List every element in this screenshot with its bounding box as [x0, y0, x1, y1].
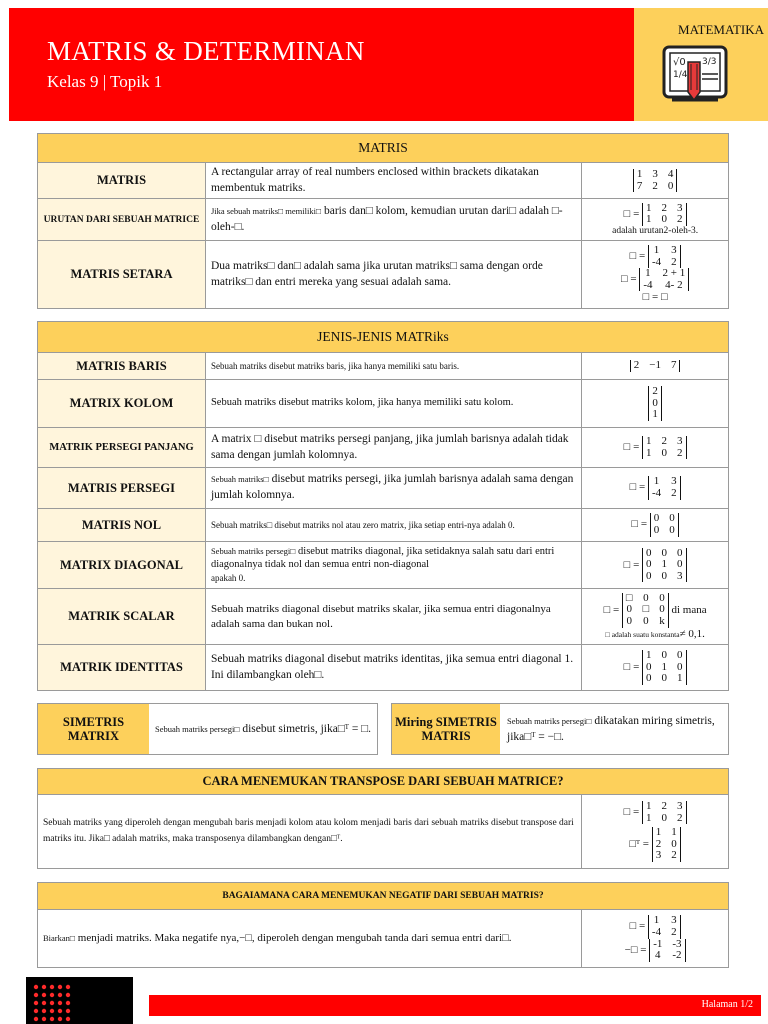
matrix-entry: 0 [653, 524, 660, 536]
matrix-entry: 3 [671, 914, 677, 927]
matrix-entry: 0 [646, 660, 652, 673]
term-definition: A rectangular array of real numbers enclosed within brackets dikatakan membentuk matriks. [205, 163, 581, 199]
matrix-entry: -4 [651, 255, 662, 268]
grid-dot [58, 1017, 62, 1021]
matrix-entry: 0 [677, 660, 683, 673]
matrix-entry: 0 [661, 569, 668, 582]
table-row [38, 241, 729, 309]
svg-text:1/4: 1/4 [673, 70, 688, 80]
footer-bar [149, 995, 761, 1016]
grid-dot [34, 993, 38, 997]
term-definition: Sebuah matriks disebut matriks kolom, jika hanya memiliki satu kolom. [205, 380, 581, 428]
grid-dot [66, 985, 70, 989]
matrix-entry: 0 [646, 672, 652, 685]
grid-dot [42, 1009, 46, 1013]
matrix-entry: 0 [667, 179, 674, 192]
matrix-entry: 1 [653, 475, 660, 488]
symmetric-matrix-box [37, 703, 378, 755]
matrix-label: □ = [629, 481, 646, 494]
term-label: MATRIS PERSEGI [38, 468, 206, 509]
skew-symmetric-definition [507, 704, 724, 754]
example-matrix [642, 203, 687, 226]
example-cell [582, 241, 729, 309]
example-matrix [630, 360, 681, 372]
matrix-entry: 0 [643, 591, 649, 604]
section-transpose [37, 768, 729, 869]
term-label: MATRIK IDENTITAS [38, 645, 206, 691]
matrix-label: □ = [620, 273, 637, 286]
example-matrix [622, 593, 669, 628]
matrix-entry: 0 [661, 446, 668, 459]
example-matrix [642, 548, 687, 583]
term-label: URUTAN DARI SEBUAH MATRICE [38, 199, 206, 241]
table-row [38, 542, 729, 589]
matrix-entry: 2 [677, 811, 683, 824]
subject-label: MATEMATIKA [678, 22, 764, 37]
section-negative [37, 882, 729, 968]
matrix-entry: 1 [653, 914, 660, 927]
transpose-definition: Sebuah matriks yang diperoleh dengan mengubah baris menjadi kolom atau kolom menjadi baris dari sebuah matriks disebut transpose dari matriks itu. Jika□ adalah matriks, maka transposenya dilambangkan dengan□ᵀ. [38, 795, 582, 869]
matrix-entry: 2 [661, 434, 668, 447]
example-matrix [652, 827, 681, 862]
matrix-entry: 2 + 1 [662, 267, 686, 280]
matrix-entry: 0 [669, 524, 675, 536]
section-matris [37, 133, 729, 309]
example-cell [582, 795, 729, 869]
grid-dot [50, 1001, 54, 1005]
matrix-entry: 3 [677, 201, 683, 214]
matrix-entry: 0 [677, 649, 683, 662]
matrix-entry: 0 [677, 546, 683, 559]
matrix-entry: 2 [661, 201, 668, 214]
matrix-label: □ = [629, 920, 646, 933]
grid-dot [34, 1017, 38, 1021]
term-definition [205, 542, 581, 589]
definition-small-text: Sebuah matriks persegi□ [155, 723, 240, 734]
term-definition: Sebuah matriks□ disebut matriks nol atau zero matrix, jika setiap entri-nya adalah 0. [205, 509, 581, 542]
grid-dot [34, 985, 38, 989]
grid-dot [42, 985, 46, 989]
matrix-entry: 7 [670, 359, 677, 372]
matrix-entry: 1 [645, 267, 651, 280]
table-row [38, 199, 729, 241]
matrix-entry: 1 [653, 244, 660, 257]
subject-box [634, 8, 768, 121]
matrix-entry: 3 [677, 434, 683, 447]
example-matrix [633, 169, 678, 192]
term-definition: A matrix □ disebut matriks persegi panjang, jika jumlah barisnya adalah tidak sama dengan jumlah kolomnya. [205, 428, 581, 468]
definition-small-text: Sebuah matriks persegi□ [210, 545, 296, 556]
grid-dot [50, 993, 54, 997]
matrix-entry: 1 [646, 434, 652, 447]
example-matrix [642, 650, 687, 685]
matrix-entry: 0 [643, 614, 649, 627]
matrix-entry: 3 [671, 244, 677, 257]
example-small-note: □ adalah suatu konstanta [605, 629, 680, 639]
definition-text: menjadi matriks. Maka negatife nya,−□, diperoleh dengan mengubah tanda dari semua entri dari□. [75, 932, 512, 945]
matrix-entry: 0 [626, 603, 632, 616]
term-label: MATRIK SCALAR [38, 589, 206, 645]
example-matrix [642, 436, 687, 459]
matrix-entry: 0 [646, 546, 652, 559]
matrix-entry: 2 [671, 925, 677, 938]
svg-text:√0: √0 [673, 57, 686, 68]
grid-dot [66, 1017, 70, 1021]
matrix-entry: 4- 2 [665, 278, 683, 291]
example-cell [582, 509, 729, 542]
term-definition: Sebuah matriks disebut matriks baris, jika hanya memiliki satu baris. [205, 353, 581, 380]
grid-dot [42, 1017, 46, 1021]
matrix-entry: 2 [633, 359, 640, 372]
matrix-entry: -4 [651, 487, 662, 499]
matrix-entry: -4 [643, 278, 653, 291]
definition-text: dikatakan miring simetris, jika□ᵀ = −□. [507, 714, 715, 743]
matrix-entry: 0 [661, 649, 668, 662]
footer-block [26, 977, 133, 1024]
example-note: ≠ 0,1. [679, 627, 705, 640]
grid-dot [34, 1001, 38, 1005]
term-definition [205, 468, 581, 509]
matrix-entry: 0 [652, 396, 658, 409]
section-heading: BAGAIAMANA CARA MENEMUKAN NEGATIF DARI SEBUAH MATRIS? [38, 883, 729, 910]
table-row [38, 509, 729, 542]
matrix-entry: 0 [661, 546, 668, 559]
grid-dot [58, 1001, 62, 1005]
grid-dot [66, 993, 70, 997]
matrix-entry: □ [642, 603, 650, 616]
table-row [38, 380, 729, 428]
matrix-entry: 0 [653, 512, 660, 525]
dot-grid-icon [32, 983, 72, 1023]
term-label: MATRIS NOL [38, 509, 206, 542]
definition-small-text: apakah 0. [210, 572, 246, 583]
section-heading: CARA MENEMUKAN TRANSPOSE DARI SEBUAH MATRICE? [38, 769, 729, 795]
matrix-entry: 0 [671, 837, 677, 850]
symmetric-matrix-title: SIMETRIS MATRIX [38, 704, 149, 754]
matrix-entry: -1 [653, 937, 663, 950]
matrix-entry: 2 [671, 487, 677, 499]
matrix-label: □ = [623, 207, 640, 220]
term-label: MATRIS BARIS [38, 353, 206, 380]
example-cell [582, 645, 729, 691]
svg-text:3/3: 3/3 [702, 57, 717, 67]
matrix-entry: □ [625, 591, 633, 604]
example-note: di mana [671, 603, 707, 616]
example-cell [582, 353, 729, 380]
matrix-entry: 0 [669, 512, 675, 525]
matrix-label: −□ = [624, 943, 647, 956]
table-row [38, 795, 729, 869]
matrix-entry: 0 [661, 811, 667, 824]
table-row [38, 645, 729, 691]
matrix-entry: 3 [671, 475, 677, 488]
matrix-entry: 2 [652, 385, 658, 398]
matrix-entry: 3 [677, 800, 683, 813]
matrix-entry: 4 [655, 949, 661, 962]
example-matrix [639, 268, 689, 291]
example-cell [582, 428, 729, 468]
matrix-label: □ = [623, 806, 640, 819]
header-banner [9, 8, 634, 121]
matrix-entry: 1 [661, 660, 668, 673]
negative-definition [38, 910, 582, 968]
definition-small-text: Jika sebuah matriks□ memiliki□ [210, 206, 322, 217]
matrix-entry: 1 [677, 672, 683, 685]
definition-small-text: Sebuah matriks□ [210, 474, 269, 485]
example-matrix [648, 386, 662, 421]
example-note: □ = □ [642, 291, 668, 304]
matrix-entry: 1 [646, 800, 652, 813]
matrix-entry: −1 [649, 359, 661, 372]
matrix-entry: 2 [661, 800, 667, 813]
matrix-entry: 1 [636, 167, 643, 180]
table-row [38, 589, 729, 645]
matrix-entry: 2 [655, 837, 662, 850]
matrix-entry: -4 [651, 925, 662, 938]
definition-text: disebut simetris, jika□ᵀ = □. [239, 722, 372, 735]
table-row [38, 468, 729, 509]
term-definition: Dua matriks□ dan□ adalah sama jika urutan matriks□ sama dengan orde matriks□ dan entri mereka yang sesuai adalah sama. [205, 241, 581, 309]
term-label: MATRIS [38, 163, 206, 199]
matrix-entry: 2 [677, 213, 683, 226]
grid-dot [42, 993, 46, 997]
example-cell [582, 910, 729, 968]
example-cell [582, 163, 729, 199]
matrix-label: □ᵀ = [629, 838, 649, 851]
definition-small-text: Sebuah matriks persegi□ [507, 715, 592, 726]
grid-dot [50, 1009, 54, 1013]
definition-small-text: Biarkan□ [43, 933, 76, 944]
example-matrix [648, 245, 681, 268]
matrix-label: □ = [623, 441, 640, 454]
definition-text: baris dan□ kolom, kemudian urutan dari□ adalah □-oleh-□. [210, 205, 563, 233]
matrix-entry: 0 [661, 213, 668, 226]
term-label: MATRIK PERSEGI PANJANG [38, 428, 206, 468]
matrix-entry: 0 [646, 558, 652, 571]
table-row [38, 428, 729, 468]
matrix-entry: -2 [672, 949, 682, 962]
matrix-entry: 1 [661, 558, 668, 571]
matrix-entry: 1 [646, 213, 652, 226]
skew-symmetric-matrix-box [391, 703, 729, 755]
grid-dot [34, 1009, 38, 1013]
matrix-entry: 1 [671, 826, 677, 839]
example-cell [582, 542, 729, 589]
example-cell [582, 199, 729, 241]
matrix-entry: 0 [677, 558, 683, 571]
matrix-entry: 0 [646, 569, 652, 582]
term-label: MATRIS SETARA [38, 241, 206, 309]
page-subtitle: Kelas 9 | Topik 1 [47, 72, 163, 91]
term-definition [205, 199, 581, 241]
grid-dot [42, 1001, 46, 1005]
matrix-entry: k [659, 614, 665, 627]
matrix-label: □ = [603, 603, 620, 616]
example-note: adalah urutan2-oleh-3. [612, 225, 699, 236]
example-cell [582, 468, 729, 509]
matrix-entry: 2 [671, 255, 677, 268]
page-number: Halaman 1/2 [701, 999, 753, 1010]
grid-dot [50, 1017, 54, 1021]
term-label: MATRIX DIAGONAL [38, 542, 206, 589]
matrix-entry: 2 [652, 179, 658, 192]
example-matrix [648, 476, 681, 499]
matrix-entry: 0 [626, 614, 632, 627]
definition-text: disebut matriks persegi, jika jumlah barisnya adalah sama dengan jumlah kolomnya. [210, 473, 574, 501]
matrix-entry: 1 [646, 201, 652, 214]
matrix-entry: 1 [646, 446, 652, 459]
section-heading: JENIS-JENIS MATRiks [38, 322, 729, 353]
matrix-entry: 4 [667, 167, 674, 180]
matrix-entry: 1 [646, 811, 652, 824]
term-label: MATRIX KOLOM [38, 380, 206, 428]
matrix-entry: 0 [659, 591, 665, 604]
matrix-entry: 3 [655, 849, 662, 862]
matrix-entry: 3 [652, 167, 658, 180]
symmetric-matrix-definition [155, 704, 373, 754]
matrix-entry: 2 [671, 849, 677, 862]
grid-dot [66, 1009, 70, 1013]
definition-text: disebut matriks diagonal, jika setidaknya salah satu dari entri diagonalnya tidak nol dan semua entri non-diagonal [210, 545, 555, 571]
grid-dot [66, 1001, 70, 1005]
section-heading: MATRIS [38, 134, 729, 163]
matrix-entry: 0 [661, 672, 668, 685]
example-matrix [642, 801, 687, 824]
matrix-label: □ = [623, 558, 640, 571]
example-matrix [649, 939, 685, 962]
matrix-entry: 1 [652, 408, 658, 421]
term-definition: Sebuah matriks diagonal disebut matriks identitas, jika semua entri diagonal 1. Ini dilambangkan oleh□. [205, 645, 581, 691]
term-definition: Sebuah matriks diagonal disebut matriks skalar, jika semua entri diagonalnya adalah sama dan bukan nol. [205, 589, 581, 645]
matrix-entry: 3 [677, 569, 683, 582]
matrix-entry: 1 [655, 826, 662, 839]
table-row [38, 910, 729, 968]
example-matrix [648, 915, 681, 938]
skew-symmetric-title: Miring SIMETRIS MATRIS [392, 704, 500, 754]
table-row [38, 163, 729, 199]
section-jenis-matriks [37, 321, 729, 691]
matrix-label: □ = [629, 250, 646, 263]
example-cell [582, 589, 729, 645]
grid-dot [58, 985, 62, 989]
matrix-entry: 1 [646, 649, 652, 662]
grid-dot [58, 1009, 62, 1013]
math-board-icon [662, 44, 728, 106]
matrix-entry: -3 [672, 937, 682, 950]
matrix-entry: 0 [659, 603, 665, 616]
matrix-label: □ = [623, 661, 640, 674]
table-row [38, 353, 729, 380]
grid-dot [50, 985, 54, 989]
matrix-label: □ = [631, 518, 648, 531]
example-matrix [650, 513, 679, 536]
example-cell [582, 380, 729, 428]
matrix-entry: 7 [636, 179, 643, 192]
page-title: MATRIS & DETERMINAN [47, 36, 365, 66]
grid-dot [58, 993, 62, 997]
matrix-entry: 2 [677, 446, 683, 459]
